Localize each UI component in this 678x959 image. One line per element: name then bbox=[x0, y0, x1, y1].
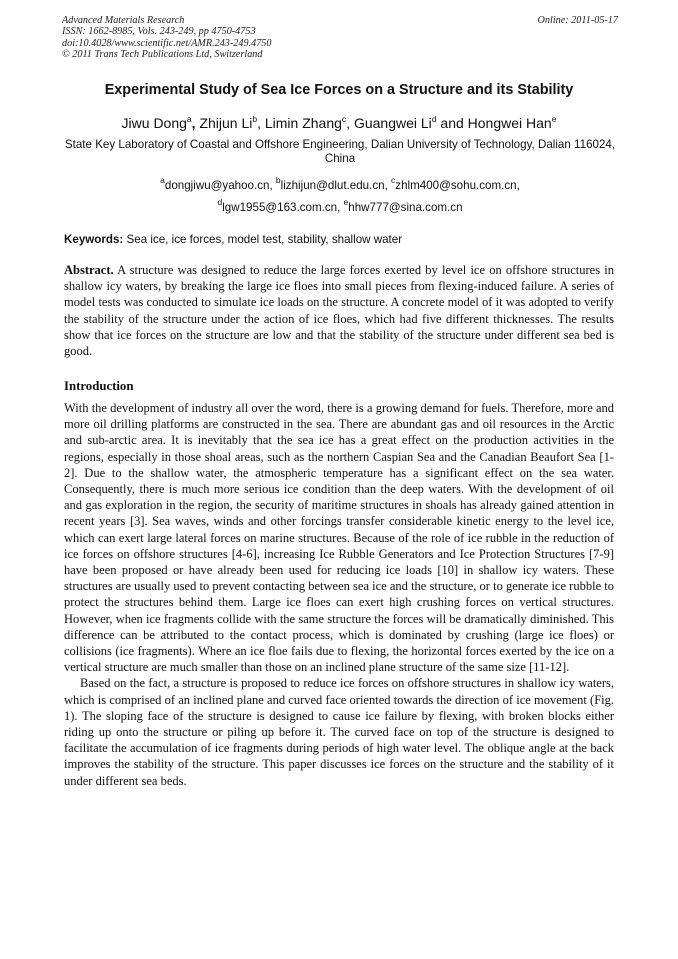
email-mark: b bbox=[275, 175, 281, 185]
email-address: hhw777@sina.com.cn bbox=[348, 201, 463, 214]
online-date: Online: 2011-05-17 bbox=[537, 15, 618, 26]
paragraph: With the development of industry all over the word, there is a growing demand for fuels. Therefore, more and more oil drilling platforms are constructed in the sea. There are abundant gas and oil resources in the Arctic and sub-arctic area. It is inevitably that the sea ice has a great effect on the production activities in the regions, especially in those shoal areas, such as the northern Caspian Sea and the Canadian Beaufort Sea [1-2]. Due to the shallow water, the atmospheric temperature has a significant effect on the sea water. Consequently, there is much more serious ice condition than the deep waters. With the development of oil and gas exploration in the region, the security of maritime structures in shoals has already gained attention in recent years [3]. Sea waves, winds and other forcings transfer considerable kinetic energy to the level ice, which can exert large lateral forces on marine structures. Because of the role of ice rubble in the reduction of ice forces on offshore structures [4-6], increasing Ice Rubble Generators and Ice Protection Structures [7-9] have been proposed or have already been used for reducing ice loads [10] in shallow icy waters. These structures are usually used to prevent contacting between sea ice and the structure, or to generate ice rubble to protect the structures behind them. Large ice floes can exert high crushing forces on vertical structures. However, when ice fragments collide with the same structure the forces will be dramatically diminished. This difference can be attributed to the contact process, which is dominated by crushing (large ice floes) or collisions (ice fragments). Where an ice floe fails due to flexing, the horizontal forces exerted by the ice on a vertical structure are much smaller than those on an inclined plane structure of the same size [11-12]. bbox=[64, 401, 614, 675]
abstract bbox=[64, 262, 614, 359]
abstract-text: A structure was designed to reduce the large forces exerted by level ice on offshore structures in shallow icy waters, by breaking the large ice floes into small pieces from flexing-induced failure. A series of model tests was conducted to simulate ice loads on the structure. A concrete model of it was adopted to verify the stability of the structure under the action of ice floes, which had five different thicknesses. The results show that ice forces on the structure are low and that the stability of the structure under different sea bed is good. bbox=[64, 263, 615, 359]
author-affil-mark: a bbox=[186, 114, 192, 124]
paper-title: Experimental Study of Sea Ice Forces on a Structure and its Stability bbox=[104, 82, 574, 98]
author-list bbox=[40, 115, 638, 131]
section-heading-introduction: Introduction bbox=[64, 379, 134, 393]
email-separator: , bbox=[269, 179, 276, 192]
email-separator: , bbox=[516, 179, 520, 192]
author-name: Guangwei Li bbox=[353, 115, 432, 131]
author-affil-mark: c bbox=[341, 114, 347, 124]
keywords-text: Sea ice, ice forces, model test, stability, shallow water bbox=[126, 233, 403, 246]
keywords bbox=[64, 233, 620, 246]
email-separator: , bbox=[384, 179, 392, 192]
email-address: dongjiwu@yahoo.cn bbox=[164, 179, 270, 192]
email-mark: d bbox=[217, 197, 223, 207]
author-affil-mark: e bbox=[551, 114, 557, 124]
doi-line: doi:10.4028/www.scientific.net/AMR.243-249.4750 bbox=[62, 37, 272, 49]
journal-name: Advanced Materials Research bbox=[62, 15, 185, 26]
paragraph: Based on the fact, a structure is proposed to reduce ice forces on offshore structures in shallow icy waters, which is comprised of an inclined plane and curved face oriented towards the direction of ice movement (Fig. 1). The sloping face of the structure is designed to cause ice failure by flexing, with broken blocks either riding up onto the structure or piling up before it. The curved face on top of the structure is designed to facilitate the accumulation of ice fragments during periods of high water level. The oblique angle at the back improves the stability of the structure. This paper discusses ice forces on the structure and the stability of it under different sea beds. bbox=[64, 676, 614, 788]
author-name: Zhijun Li bbox=[199, 115, 253, 131]
author-affil-mark: d bbox=[431, 114, 437, 124]
author-affil-mark: b bbox=[252, 114, 258, 124]
author-separator: , bbox=[346, 115, 354, 131]
affiliation: State Key Laboratory of Coastal and Offshore Engineering, Dalian University of Technology, Dalian 116024, China bbox=[64, 138, 616, 165]
email-address: lizhijun@dlut.edu.cn bbox=[280, 179, 385, 192]
copyright-line: © 2011 Trans Tech Publications Ltd, Switzerland bbox=[62, 49, 263, 61]
keywords-label: Keywords: bbox=[64, 233, 124, 246]
email-address: lgw1955@163.com.cn bbox=[222, 201, 338, 214]
author-name: Limin Zhang bbox=[264, 115, 342, 131]
abstract-label: Abstract. bbox=[64, 263, 114, 277]
journal-header bbox=[62, 15, 618, 61]
email-mark: a bbox=[160, 175, 165, 185]
email-line bbox=[62, 175, 618, 197]
introduction-body bbox=[64, 400, 614, 789]
email-separator: , bbox=[337, 201, 344, 214]
email-list bbox=[62, 175, 618, 219]
author-separator: , bbox=[257, 115, 265, 131]
email-mark: e bbox=[343, 197, 349, 207]
email-line bbox=[62, 197, 618, 219]
email-address: zhlm400@sohu.com.cn bbox=[395, 179, 517, 192]
author-separator: and bbox=[436, 115, 468, 131]
issn-line: ISSN: 1662-8985, Vols. 243-249, pp 4750-4753 bbox=[62, 26, 256, 38]
author-name: Hongwei Han bbox=[467, 115, 552, 131]
author-separator: , bbox=[191, 115, 200, 131]
author-name: Jiwu Dong bbox=[121, 115, 187, 131]
email-mark: c bbox=[391, 175, 396, 185]
